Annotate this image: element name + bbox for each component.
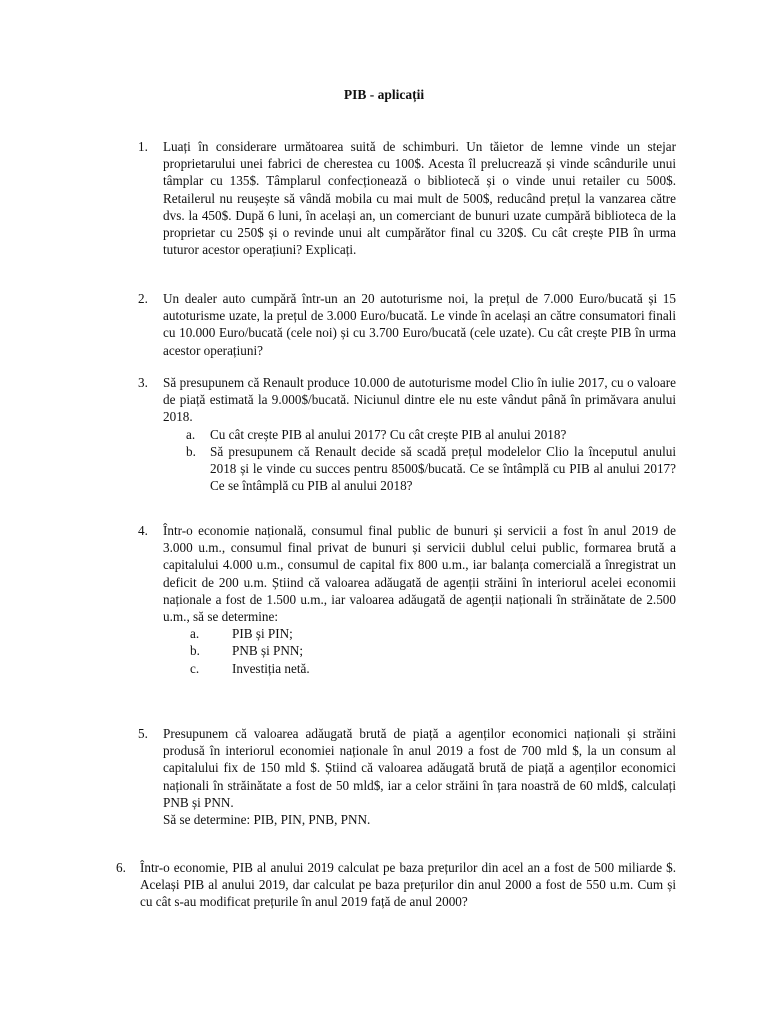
page-title: PIB - aplicații	[343, 87, 425, 102]
exercise-3	[138, 374, 676, 494]
sub-text: Să presupunem că Renault decide să scadă prețul modelelor Clio la începutul anului 2018 și le vinde cu succes pentru 8500$/bucată. Ce se întâmplă cu PIB al anului 2017? Ce se întâmplă cu PIB al anului 2018?	[210, 443, 676, 494]
sub-question	[190, 642, 676, 659]
sub-label: a.	[190, 626, 200, 642]
sub-question	[190, 625, 676, 642]
exercise-number: 6.	[116, 860, 126, 875]
sub-question	[190, 660, 676, 677]
exercise-text: Presupunem că valoarea adăugată brută de piață a agenților economici naționali și străini produsă în interiorul economiei naționale în anul 2019 a fost de 700 mld $, la un consum al capitalului fix de 150 mld $. Știind că valoarea adăugată brută de piață a agenților economici naționali în străinătate a fost de 50 mld$, iar a celor străini în țara noastră de 60 mld$, calculați PNB și PNN.	[163, 726, 676, 810]
sub-text: Investiția netă.	[232, 660, 310, 676]
exercise-extra-text: Să se determine: PIB, PIN, PNB, PNN.	[163, 812, 371, 828]
exercise-text: Luați în considerare următoarea suită de schimburi. Un tăietor de lemne vinde un stejar proprietarului unei fabrici de cherestea cu 100$. Acesta îl prelucrează și vinde scândurile unui tâmplar cu 135$. Tâmplarul confecționează o bibliotecă și o vinde unui retailer cu 500$. Retailerul nu reușește să vândă mobila cu mai mult de 500$, reducând prețul la vanzarea către dvs. la 450$. După 6 luni, în același an, un comerciant de bunuri uzate cumpără biblioteca de la proprietar cu 250$ și o revinde unui alt cumpărător final cu 320$. Cu cât crește PIB în urma tuturor acestor operațiuni? Explicați.	[163, 139, 676, 258]
sub-label: a.	[186, 426, 196, 442]
sub-label: b.	[190, 643, 200, 659]
sub-label: b.	[186, 443, 196, 459]
exercise-number: 3.	[138, 375, 148, 390]
exercise-number: 4.	[138, 523, 148, 538]
exercise-6	[116, 859, 676, 911]
sub-question	[186, 426, 676, 443]
exercise-text: Un dealer auto cumpără într-un an 20 autoturisme noi, la prețul de 7.000 Euro/bucată și 15 autoturisme uzate, la prețul de 3.000 Euro/bucată. Le vinde în același an către consumatori finali cu 10.000 Euro/bucată (cele noi) și cu 3.700 Euro/bucată (cele uzate). Cu cât crește PIB în urma acestor operațiuni?	[163, 291, 676, 358]
sub-question	[186, 443, 676, 495]
exercise-text: Într-o economie, PIB al anului 2019 calculat pe baza prețurilor din acel an a fost de 500 miliarde $. Același PIB al anului 2019, dar calculat pe baza prețurilor din anul 2000 a fost de 550 u.m. Cum și cu cât s-au modificat prețurile în anul 2019 față de anul 2000?	[140, 860, 676, 910]
exercise-1	[138, 138, 676, 258]
exercise-5	[138, 725, 676, 828]
sub-text: Cu cât crește PIB al anului 2017? Cu cât crește PIB al anului 2018?	[210, 426, 567, 442]
exercise-2	[138, 290, 676, 359]
exercise-number: 2.	[138, 291, 148, 306]
exercise-text: Să presupunem că Renault produce 10.000 de autoturisme model Clio în iulie 2017, cu o valoare de piață estimată la 9.000$/bucată. Niciunul dintre ele nu este vândut până în primăvara anului 2018.	[163, 375, 676, 425]
exercise-number: 1.	[138, 139, 148, 154]
sub-text: PNB și PNN;	[232, 643, 304, 659]
exercise-4	[138, 522, 676, 677]
sub-label: c.	[190, 660, 200, 676]
sub-text: PIB și PIN;	[232, 626, 293, 642]
exercise-text: Într-o economie națională, consumul final public de bunuri și servicii a fost în anul 2019 de 3.000 u.m., consumul final privat de bunuri și servicii dublul celui public, formarea brută a capitalului 4.000 u.m., consumul de capital fix 800 u.m., iar balanța comercială a înregistrat un deficit de 200 u.m. Știind că valoarea adăugată de agenții străini în interiorul acelei economii naționale a fost de 1.500 u.m., iar valoarea adăugată de agenții naționali în străinătate de 2.500 u.m., să se determine:	[163, 523, 676, 625]
exercise-number: 5.	[138, 726, 148, 741]
